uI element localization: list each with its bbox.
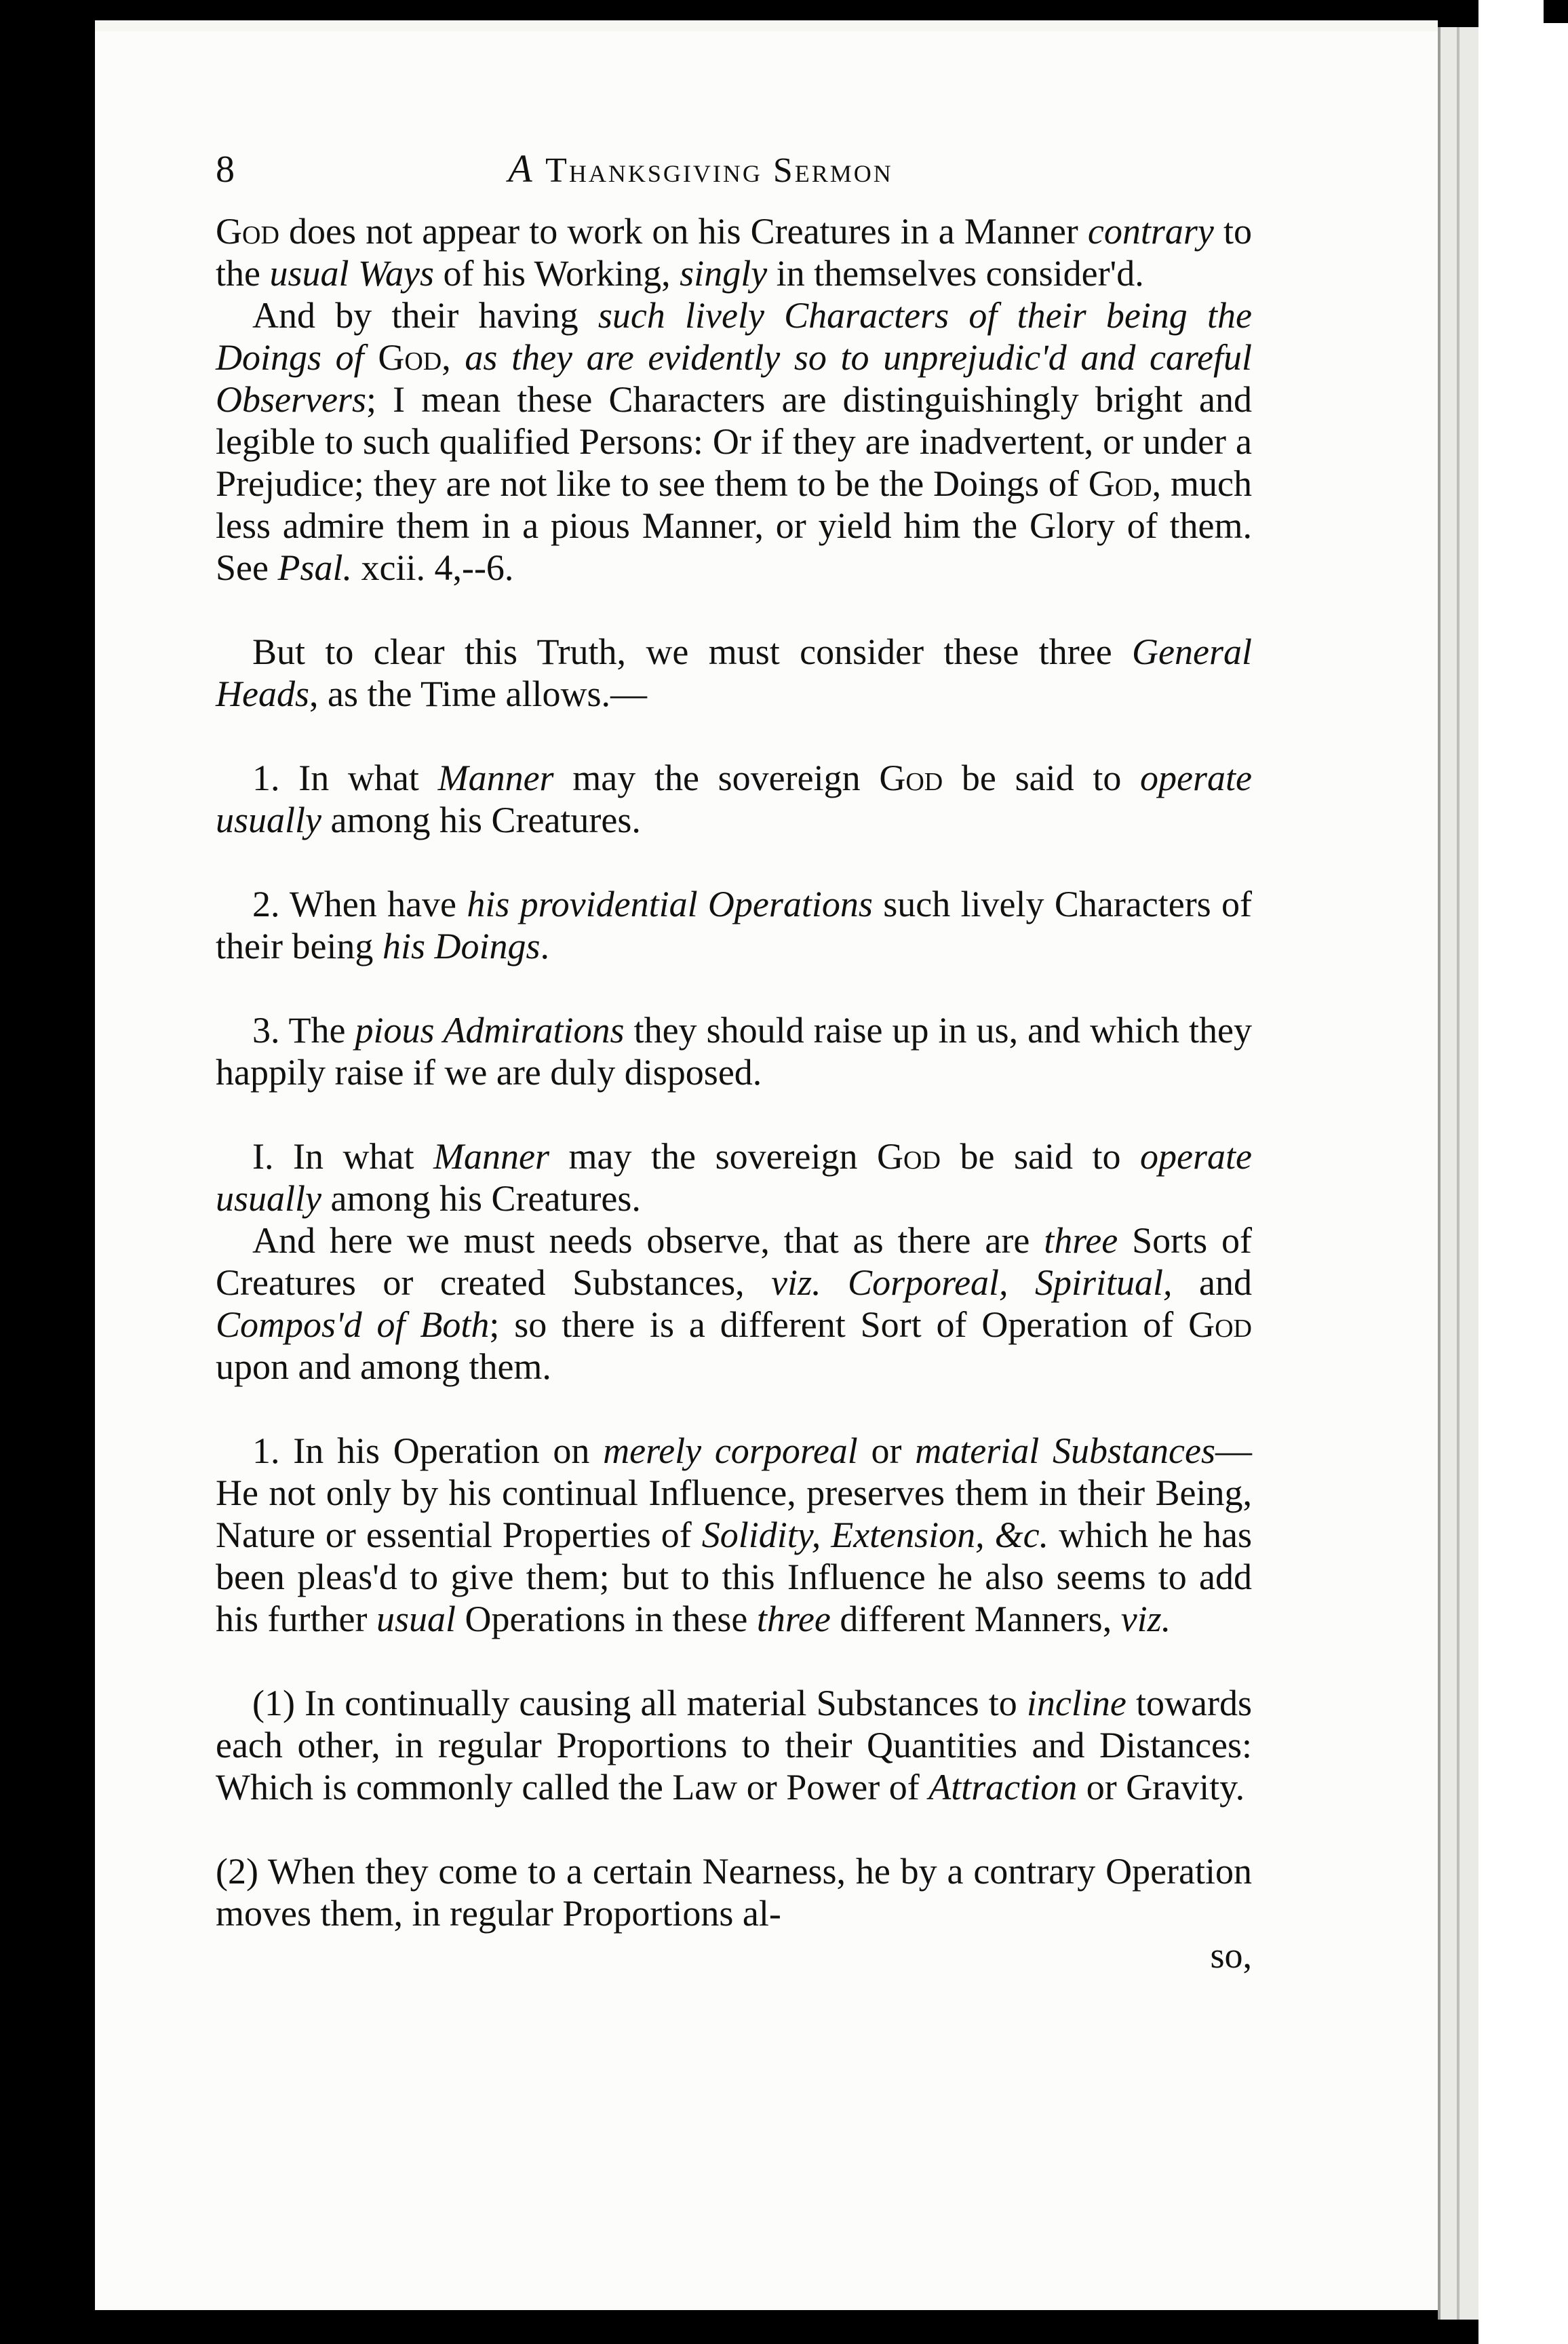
italic-run: incline bbox=[1026, 1683, 1126, 1723]
text-run: xcii. 4,--6. bbox=[351, 547, 514, 588]
paragraph bbox=[216, 1135, 1252, 1219]
text-run: of his Working, bbox=[434, 253, 680, 294]
scan-corner bbox=[1544, 0, 1568, 23]
italic-run: viz. bbox=[1120, 1599, 1171, 1639]
paragraph bbox=[216, 1850, 1252, 1934]
paragraph bbox=[216, 757, 1252, 841]
text-run: And by their having bbox=[252, 295, 598, 336]
paragraph bbox=[216, 1219, 1252, 1388]
italic-run: Compos'd of Both bbox=[216, 1304, 490, 1345]
paragraph bbox=[216, 1682, 1252, 1808]
text-run: Operations in these bbox=[455, 1599, 757, 1639]
text-run: 2. When have bbox=[252, 884, 467, 924]
italic-run: merely corporeal bbox=[603, 1430, 858, 1471]
paragraph bbox=[216, 631, 1252, 715]
page-edge bbox=[1438, 27, 1481, 2320]
italic-run: General Heads bbox=[216, 631, 1252, 714]
running-head-prefix: A bbox=[508, 146, 546, 191]
text-run: towards each other, in regular Proportions to their Quantities and Distances: Which is commonly called the Law or Power of bbox=[216, 1683, 1252, 1808]
text-run: 3. The bbox=[252, 1010, 355, 1051]
text-run: ; so there is a different Sort of Operation of bbox=[489, 1304, 1189, 1345]
italic-run: Attraction bbox=[928, 1767, 1078, 1808]
text-run: or bbox=[857, 1430, 916, 1471]
text-run: does not appear to work on his Creatures in a Manner bbox=[279, 211, 1088, 252]
italic-run: operate usually bbox=[216, 758, 1252, 840]
text-run: , bbox=[442, 337, 465, 378]
running-head-text: Thanksgiving Sermon bbox=[545, 151, 893, 190]
text-run: ; I mean these Characters are distinguishingly bright and legible to such qualified Persons: Or if they are inadvertent, or under a Prejudice; they are not like to see them to be the Doings of bbox=[216, 379, 1252, 504]
small-caps-run: God bbox=[1088, 463, 1152, 504]
small-caps-run: God bbox=[877, 1136, 941, 1177]
italic-run: usual Ways bbox=[269, 253, 435, 294]
text-run: among his Creatures. bbox=[321, 1178, 641, 1219]
text-run: I. In what bbox=[252, 1136, 434, 1177]
italic-run: usual bbox=[376, 1599, 456, 1639]
paragraph bbox=[216, 883, 1252, 967]
paragraph bbox=[216, 1430, 1252, 1640]
italic-run: singly bbox=[680, 253, 768, 294]
text-run: or Gravity. bbox=[1077, 1767, 1245, 1808]
italic-run: three bbox=[1044, 1220, 1118, 1261]
text-run: among his Creatures. bbox=[321, 800, 641, 840]
italic-run: Solidity, Extension, &c. bbox=[701, 1515, 1049, 1555]
italic-run: Psal. bbox=[277, 547, 352, 588]
text-run: in themselves consider'd. bbox=[767, 253, 1144, 294]
italic-run: his providential Operations bbox=[467, 884, 873, 924]
text-run: . bbox=[540, 926, 549, 966]
italic-run: Manner bbox=[433, 1136, 550, 1177]
italic-run: viz. Corporeal, Spiritual, bbox=[771, 1262, 1173, 1303]
scan-margin bbox=[1478, 0, 1568, 2344]
page-number: 8 bbox=[216, 149, 235, 191]
text-run: And here we must needs observe, that as there are bbox=[252, 1220, 1044, 1261]
small-caps-run: God bbox=[879, 758, 943, 798]
page-text bbox=[216, 148, 1252, 1976]
paragraph bbox=[216, 210, 1252, 294]
text-run: be said to bbox=[940, 1136, 1141, 1177]
text-run: But to clear this Truth, we must consider these three bbox=[252, 631, 1133, 672]
text-run: , much less admire them in a pious Manner, or yield him the Glory of them. See bbox=[216, 463, 1252, 588]
text-run: which he has been pleas'd to give them; but to this Influence he also seems to add his further bbox=[216, 1515, 1252, 1639]
text-run: (1) In continually causing all material Substances to bbox=[252, 1683, 1027, 1723]
italic-run: contrary bbox=[1087, 211, 1214, 252]
text-run: they should raise up in us, and which they happily raise if we are duly disposed. bbox=[216, 1010, 1252, 1093]
text-run: to the bbox=[216, 211, 1252, 294]
italic-run: operate usually bbox=[216, 1136, 1252, 1219]
small-caps-run: God bbox=[1188, 1304, 1252, 1345]
text-run: different Manners, bbox=[830, 1599, 1121, 1639]
running-head bbox=[216, 148, 1252, 198]
italic-run: such lively Characters of their being the Doings of bbox=[216, 295, 1252, 378]
italic-run: as they are evidently so to unprejudic'd and careful Observers bbox=[216, 337, 1252, 420]
text-run: —He not only by his continual Influence, preserves them in their Being, Nature or essential Properties of bbox=[216, 1430, 1253, 1555]
paragraph bbox=[216, 1009, 1252, 1093]
text-run: upon and among them. bbox=[216, 1346, 551, 1387]
catchword: so, bbox=[1210, 1935, 1252, 1976]
text-run: Sorts of Creatures or created Substances, bbox=[216, 1220, 1253, 1303]
text-run: may the sovereign bbox=[549, 1136, 878, 1177]
text-run: (2) When they come to a certain Nearness, he by a contrary Operation moves them, in regular Proportions al- bbox=[216, 1851, 1252, 1934]
text-run: be said to bbox=[943, 758, 1141, 798]
text-run: may the sovereign bbox=[553, 758, 880, 798]
small-caps-run: God bbox=[216, 211, 279, 252]
running-head-title bbox=[264, 148, 1252, 192]
text-run: such lively Characters of their being bbox=[216, 884, 1252, 966]
italic-run: Manner bbox=[437, 758, 554, 798]
paragraph bbox=[216, 294, 1252, 589]
small-caps-run: God bbox=[378, 337, 442, 378]
text-run: 1. In his Operation on bbox=[252, 1430, 604, 1471]
italic-run: material Substances bbox=[915, 1430, 1216, 1471]
page-edge-line bbox=[1457, 27, 1459, 2320]
italic-run: pious Admirations bbox=[355, 1010, 625, 1051]
text-run: , as the Time allows.— bbox=[309, 673, 648, 714]
italic-run: his Doings bbox=[382, 926, 541, 966]
text-run: and bbox=[1172, 1262, 1252, 1303]
text-run: 1. In what bbox=[252, 758, 438, 798]
italic-run: three bbox=[756, 1599, 831, 1639]
